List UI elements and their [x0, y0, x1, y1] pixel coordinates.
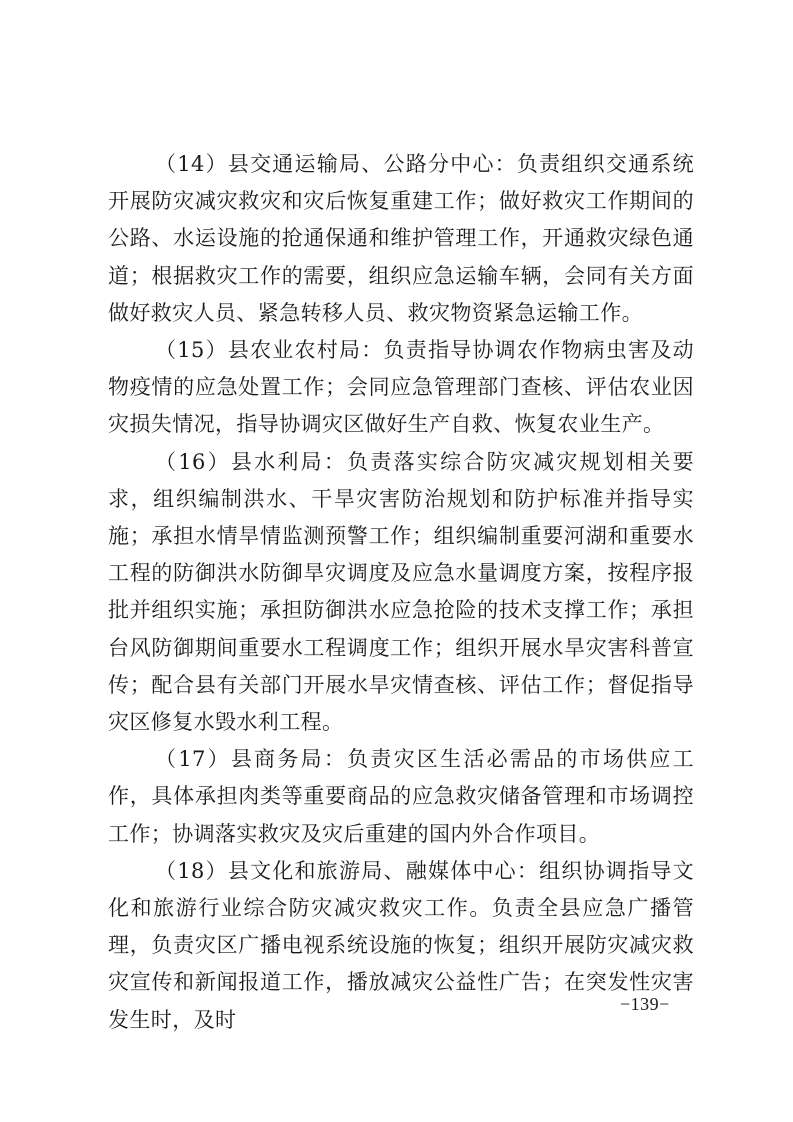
paragraph-18-culture-tourism: （18）县文化和旅游局、融媒体中心：组织协调指导文化和旅游行业综合防灾减灾救灾工作。负责全县应急广播管理，负责灾区广播电视系统设施的恢复；组织开展防灾减灾救灾宣传和新闻报道工作，播放减灾公益性广告；在突发性灾害发生时，及时 [108, 858, 694, 1032]
paragraph-14-transport: （14）县交通运输局、公路分中心：负责组织交通系统开展防灾减灾救灾和灾后恢复重建工作；做好救灾工作期间的公路、水运设施的抢通保通和维护管理工作，开通救灾绿色通道；根据救灾工作的需要，组织应急运输车辆，会同有关方面做好救灾人员、紧急转移人员、救灾物资紧急运输工作。 [108, 152, 694, 325]
body-text [108, 146, 694, 1039]
paragraph-16-water-resources: （16）县水利局：负责落实综合防灾减灾规划相关要求，组织编制洪水、干旱灾害防治规划和防护标准并指导实施；承担水情旱情监测预警工作；组织编制重要河湖和重要水工程的防御洪水防御旱灾调度及应急水量调度方案，按程序报批并组织实施；承担防御洪水应急抢险的技术支撑工作；承担台风防御期间重要水工程调度工作；组织开展水旱灾害科普宣传；配合县有关部门开展水旱灾情查核、评估工作；督促指导灾区修复水毁水利工程。 [108, 449, 694, 735]
paragraph-15-agriculture: （15）县农业农村局：负责指导协调农作物病虫害及动物疫情的应急处置工作；会同应急管理部门查核、评估农业因灾损失情况，指导协调灾区做好生产自救、恢复农业生产。 [108, 338, 694, 437]
paragraph-17-commerce: （17）县商务局：负责灾区生活必需品的市场供应工作，具体承担肉类等重要商品的应急救灾储备管理和市场调控工作；协调落实救灾及灾后重建的国内外合作项目。 [108, 747, 694, 846]
page-number: −139− [620, 994, 670, 1014]
